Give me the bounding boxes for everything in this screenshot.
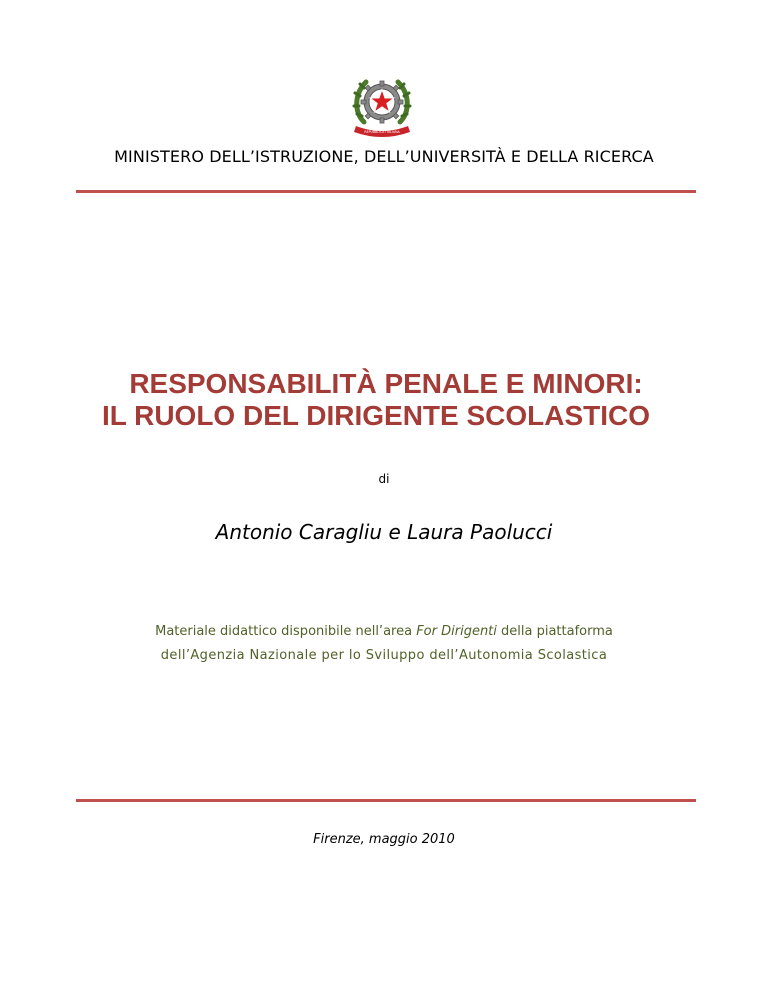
material-note-area-name: For Dirigenti (416, 624, 497, 639)
document-title-line-2: IL RUOLO DEL DIRIGENTE SCOLASTICO (101, 400, 651, 431)
document-title-line-1: RESPONSABILITÀ PENALE E MINORI: (129, 368, 643, 399)
authors: Antonio Caragliu e Laura Paolucci (215, 520, 553, 544)
byline-di: di (378, 472, 390, 486)
bottom-divider (76, 799, 696, 802)
material-note-line-1 (0, 624, 768, 639)
material-note-suffix: della piattaforma (496, 624, 613, 639)
emblem-banner-text: REPUBBLICA ITALIANA (364, 130, 400, 134)
material-note-prefix: Materiale didattico disponibile nell’area (155, 624, 417, 639)
material-note-line-2: dell’Agenzia Nazionale per lo Sviluppo dell’Autonomia Scolastica (160, 648, 608, 663)
place-date: Firenze, maggio 2010 (313, 832, 455, 847)
ministry-heading: MINISTERO DELL’ISTRUZIONE, DELL’UNIVERSITÀ E DELLA RICERCA (114, 147, 654, 166)
italian-republic-emblem (350, 72, 414, 138)
top-divider (76, 190, 696, 193)
